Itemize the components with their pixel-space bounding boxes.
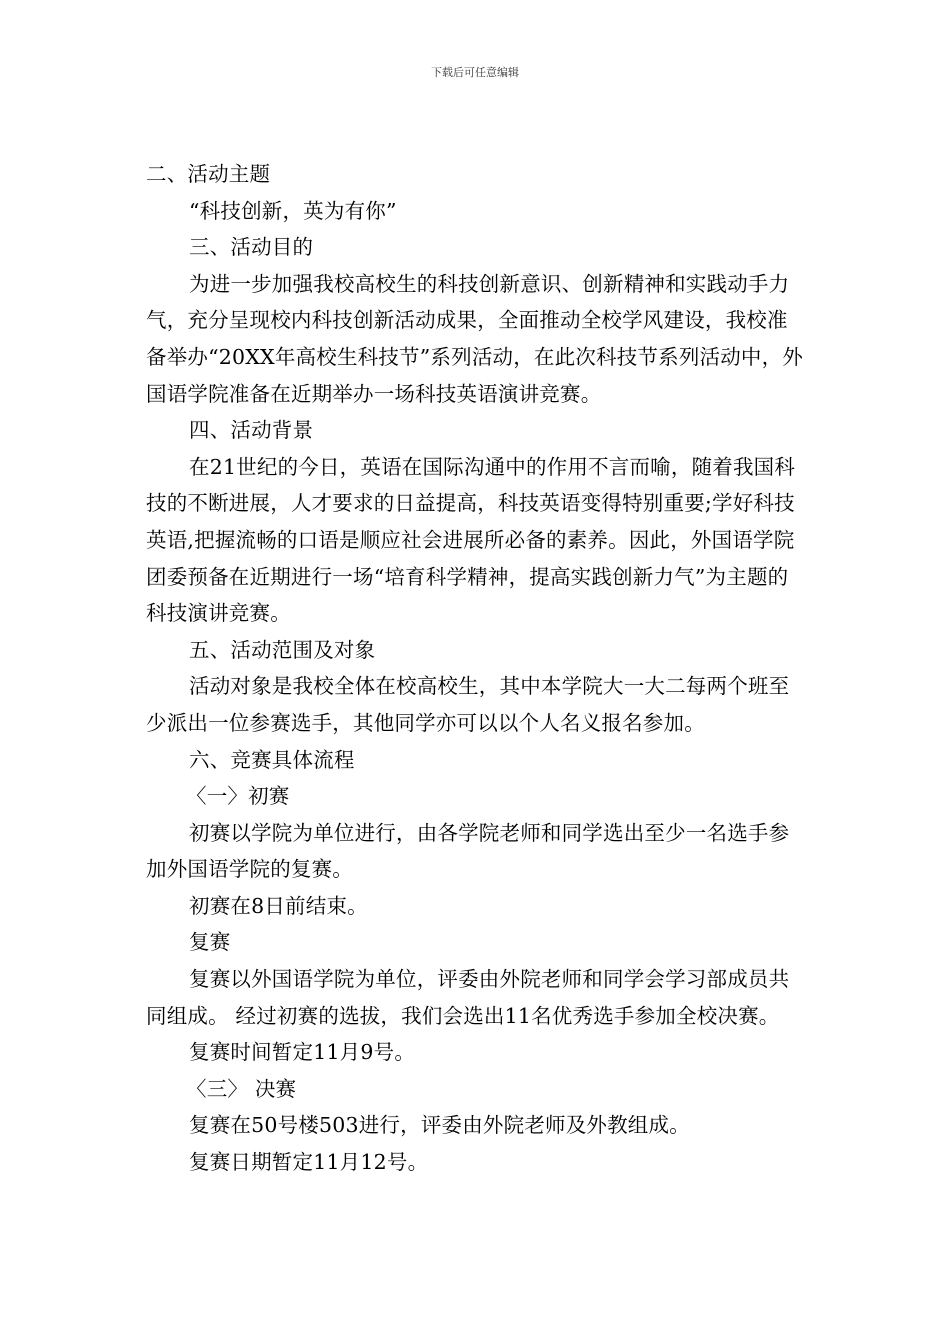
semifinal-date: 复赛时间暂定11月9号。: [189, 1040, 416, 1065]
section-heading-background: 四、活动背景: [189, 418, 314, 443]
subheading-final: 〈三〉 决赛: [186, 1076, 297, 1101]
preliminary-deadline: 初赛在8日前结束。: [189, 893, 368, 918]
purpose-paragraph: 为进一步加强我校高校生的科技创新意识、创新精神和实践动手力气，充分呈现校内科技创新活动成果，全面推动全校学风建设，我校准备举办“20XX年高校生科技节”系列活动，在此次科技节系列活动中，外国语学院准备在近期举办一场科技英语演讲竞赛。: [146, 271, 804, 406]
section-heading-process: 六、竞赛具体流程: [189, 747, 355, 772]
background-paragraph: 在21世纪的今日，英语在国际沟通中的作用不言而喻，随着我国科技的不断进展，人才要求的日益提高，科技英语变得特别重要;学好科技英语,把握流畅的口语是顺应社会进展所必备的素养。因此，外国语学院团委预备在近期进行一场“培育科学精神，提高实践创新力气”为主题的科技演讲竞赛。: [146, 454, 796, 626]
final-paragraph: 复赛在50号楼503进行，评委由外院老师及外教组成。: [189, 1113, 690, 1138]
section-heading-theme: 二、活动主题: [146, 162, 271, 186]
subheading-preliminary: 〈一〉初赛: [186, 784, 290, 809]
subheading-semifinal: 复赛: [189, 930, 231, 955]
section-heading-purpose: 三、活动目的: [189, 235, 314, 260]
preliminary-paragraph: 初赛以学院为单位进行，由各学院老师和同学选出至少一名选手参加外国语学院的复赛。: [146, 820, 790, 882]
section-heading-scope: 五、活动范围及对象: [189, 637, 376, 662]
scope-paragraph: 活动对象是我校全体在校高校生，其中本学院大一大二每两个班至少派出一位参赛选手，其他同学亦可以以个人名义报名参加。: [146, 674, 790, 735]
theme-quote: “科技创新，英为有你”: [189, 198, 397, 223]
final-date: 复赛日期暂定11月12号。: [189, 1150, 429, 1175]
document-body: [146, 156, 806, 1181]
semifinal-paragraph: 复赛以外国语学院为单位，评委由外院老师和同学会学习部成员共同组成。 经过初赛的选拔，我们会选出11名优秀选手参加全校决赛。: [146, 967, 790, 1028]
page-header: 下载后可任意编辑: [431, 66, 519, 79]
